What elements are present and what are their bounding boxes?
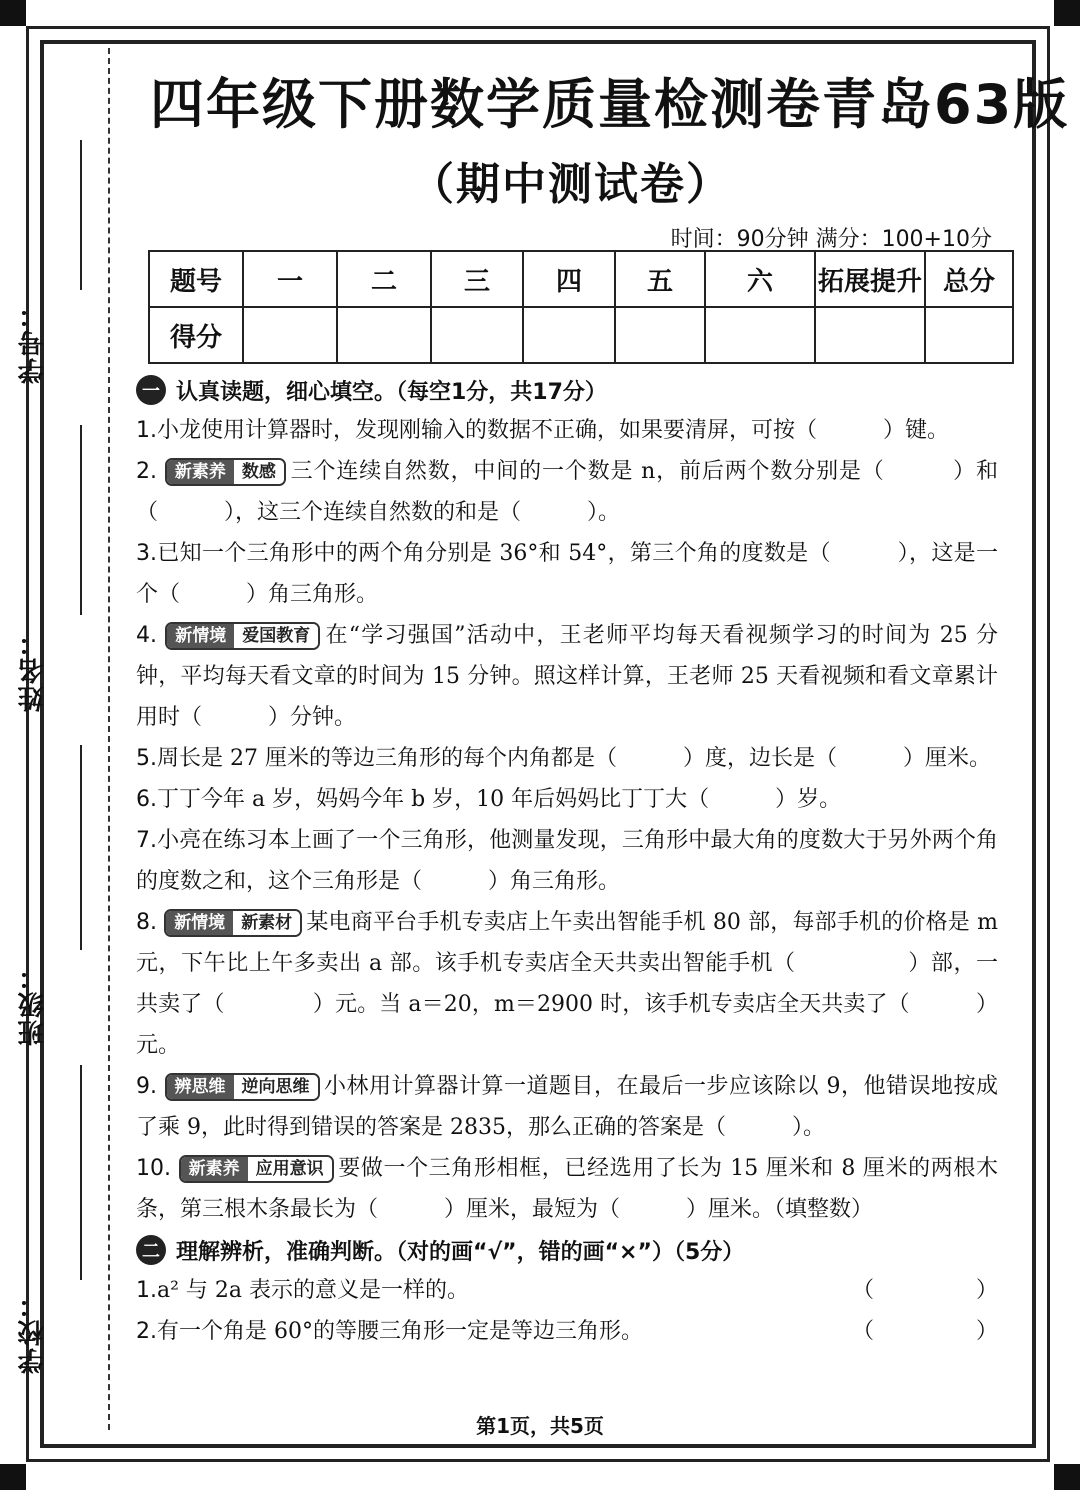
name-line[interactable] — [80, 425, 82, 615]
question-tag — [179, 1155, 334, 1183]
question-text: 在“学习强国”活动中，王老师平均每天看视频学习的时间为 25 分钟，平均每天看文章的时间为 15 分钟。照这样计算，王老师 25 天看视频和看文章累计用时（ ）分钟。 — [136, 623, 998, 730]
tag-topic: 逆向思维 — [234, 1075, 318, 1099]
score-input-cell[interactable] — [523, 307, 615, 363]
question-number: 4. — [136, 623, 157, 648]
question-text: 要做一个三角形相框，已经选用了长为 15 厘米和 8 厘米的两根木条，第三根木条最长为（ ）厘米，最短为（ ）厘米。（填整数） — [136, 1156, 998, 1222]
question-tag — [164, 909, 302, 937]
question-tag — [165, 1073, 320, 1101]
question-number: 9. — [136, 1074, 157, 1099]
question-1-2 — [136, 451, 998, 533]
side-label-class: 班级： — [18, 962, 48, 1046]
question-number: 2. — [136, 459, 157, 484]
question-text: 已知一个三角形中的两个角分别是 36°和 54°，第三个角的度数是（ ），这是一个（ ）角三角形。 — [136, 541, 998, 607]
question-tag — [165, 458, 286, 486]
corner-mark — [1054, 0, 1080, 26]
score-header-cell: 题号 — [149, 251, 243, 307]
question-1-4 — [136, 615, 998, 738]
question-number: 7. — [136, 828, 157, 853]
question-1-3 — [136, 533, 998, 615]
question-number: 3. — [136, 541, 157, 566]
question-number: 6. — [136, 787, 157, 812]
tag-category: 新情境 — [166, 911, 233, 935]
school-line[interactable] — [80, 1065, 82, 1280]
score-table — [148, 250, 1014, 364]
student-id-line[interactable] — [80, 140, 82, 290]
question-1-10 — [136, 1148, 998, 1230]
side-label-student-id: 学号： — [18, 300, 48, 384]
section-number-badge: 二 — [136, 1235, 166, 1265]
question-text: 三个连续自然数，中间的一个数是 n，前后两个数分别是（ ）和（ ），这三个连续自然数的和是（ ）。 — [136, 459, 998, 525]
tag-topic: 爱国教育 — [234, 624, 318, 648]
question-number: 10. — [136, 1156, 171, 1181]
score-header-cell: 五 — [615, 251, 705, 307]
score-input-cell[interactable] — [925, 307, 1013, 363]
question-number: 2. — [136, 1319, 157, 1344]
question-1-8 — [136, 902, 998, 1066]
score-input-cell[interactable] — [705, 307, 815, 363]
score-header-cell: 一 — [243, 251, 337, 307]
question-number: 1. — [136, 418, 157, 443]
side-label-school: 学校： — [18, 1290, 48, 1374]
exam-content — [136, 370, 1038, 1352]
question-number: 1. — [136, 1278, 157, 1303]
score-input-cell[interactable] — [431, 307, 523, 363]
question-1-6 — [136, 779, 998, 820]
score-header-cell: 二 — [337, 251, 431, 307]
score-input-cell[interactable] — [815, 307, 925, 363]
binding-dashed-line — [108, 48, 110, 1430]
class-line[interactable] — [80, 745, 82, 950]
section-1-heading — [136, 370, 998, 410]
answer-parentheses[interactable]: （ ） — [851, 1319, 1038, 1344]
question-1-7 — [136, 820, 998, 902]
answer-parentheses[interactable]: （ ） — [851, 1278, 1038, 1303]
question-tag — [165, 622, 320, 650]
section-2-heading — [136, 1230, 998, 1270]
score-header-cell: 四 — [523, 251, 615, 307]
page-footer: 第1页，共5页 — [476, 1414, 604, 1438]
score-input-cell[interactable] — [615, 307, 705, 363]
section-heading-text: 认真读题，细心填空。（每空1分，共17分） — [176, 379, 607, 405]
question-text: 有一个角是 60°的等腰三角形一定是等边三角形。 — [157, 1319, 643, 1344]
tag-topic: 应用意识 — [248, 1157, 332, 1181]
corner-mark — [1054, 1464, 1080, 1490]
question-text: 某电商平台手机专卖店上午卖出智能手机 80 部，每部手机的价格是 m 元，下午比上午多卖出 a 部。该手机专卖店全天共卖出智能手机（ ）部，一共卖了（ ）元。当 a＝20，m＝2900 时，该手机专卖店全天共卖了（ ）元。 — [136, 910, 998, 1058]
page-title: 四年级下册数学质量检测卷青岛63版 — [150, 73, 1070, 136]
question-text: 丁丁今年 a 岁，妈妈今年 b 岁，10 年后妈妈比丁丁大（ ）岁。 — [157, 787, 842, 812]
question-text: 小林用计算器计算一道题目，在最后一步应该除以 9，他错误地按成了乘 9，此时得到错误的答案是 2835，那么正确的答案是（ ）。 — [136, 1074, 998, 1140]
tag-category: 新素养 — [181, 1157, 248, 1181]
question-1-9 — [136, 1066, 998, 1148]
question-number: 8. — [136, 910, 157, 935]
page-subtitle: （期中测试卷） — [410, 159, 732, 210]
section-heading-text: 理解辨析，准确判断。（对的画“√”，错的画“×”）（5分） — [176, 1239, 745, 1265]
tag-topic: 数感 — [234, 460, 284, 484]
question-2-1 — [136, 1270, 1038, 1311]
score-header-cell: 六 — [705, 251, 815, 307]
question-text: a² 与 2a 表示的意义是一样的。 — [157, 1278, 470, 1303]
question-text: 小亮在练习本上画了一个三角形，他测量发现，三角形中最大角的度数大于另外两个角的度数之和，这个三角形是（ ）角三角形。 — [136, 828, 998, 894]
tag-category: 新情境 — [167, 624, 234, 648]
section-number-badge: 一 — [136, 375, 166, 405]
tag-category: 新素养 — [167, 460, 234, 484]
score-input-cell[interactable] — [337, 307, 431, 363]
question-1-1 — [136, 410, 998, 451]
score-header-cell: 总分 — [925, 251, 1013, 307]
score-input-cell[interactable] — [243, 307, 337, 363]
tag-category: 辨思维 — [167, 1075, 234, 1099]
corner-mark — [0, 0, 26, 26]
corner-mark — [0, 1464, 26, 1490]
question-number: 5. — [136, 746, 157, 771]
time-info: 时间：90分钟 满分：100+10分 — [670, 227, 992, 252]
score-header-cell: 三 — [431, 251, 523, 307]
question-1-5 — [136, 738, 998, 779]
score-row-label: 得分 — [149, 307, 243, 363]
question-text: 周长是 27 厘米的等边三角形的每个内角都是（ ）度，边长是（ ）厘米。 — [157, 746, 991, 771]
question-text: 小龙使用计算器时，发现刚输入的数据不正确，如果要清屏，可按（ ）键。 — [157, 418, 950, 443]
question-2-2 — [136, 1311, 1038, 1352]
tag-topic: 新素材 — [233, 911, 300, 935]
score-table-score-row — [149, 307, 1013, 363]
score-table-header-row — [149, 251, 1013, 307]
side-label-name: 姓名： — [18, 628, 48, 712]
score-header-cell: 拓展提升 — [815, 251, 925, 307]
